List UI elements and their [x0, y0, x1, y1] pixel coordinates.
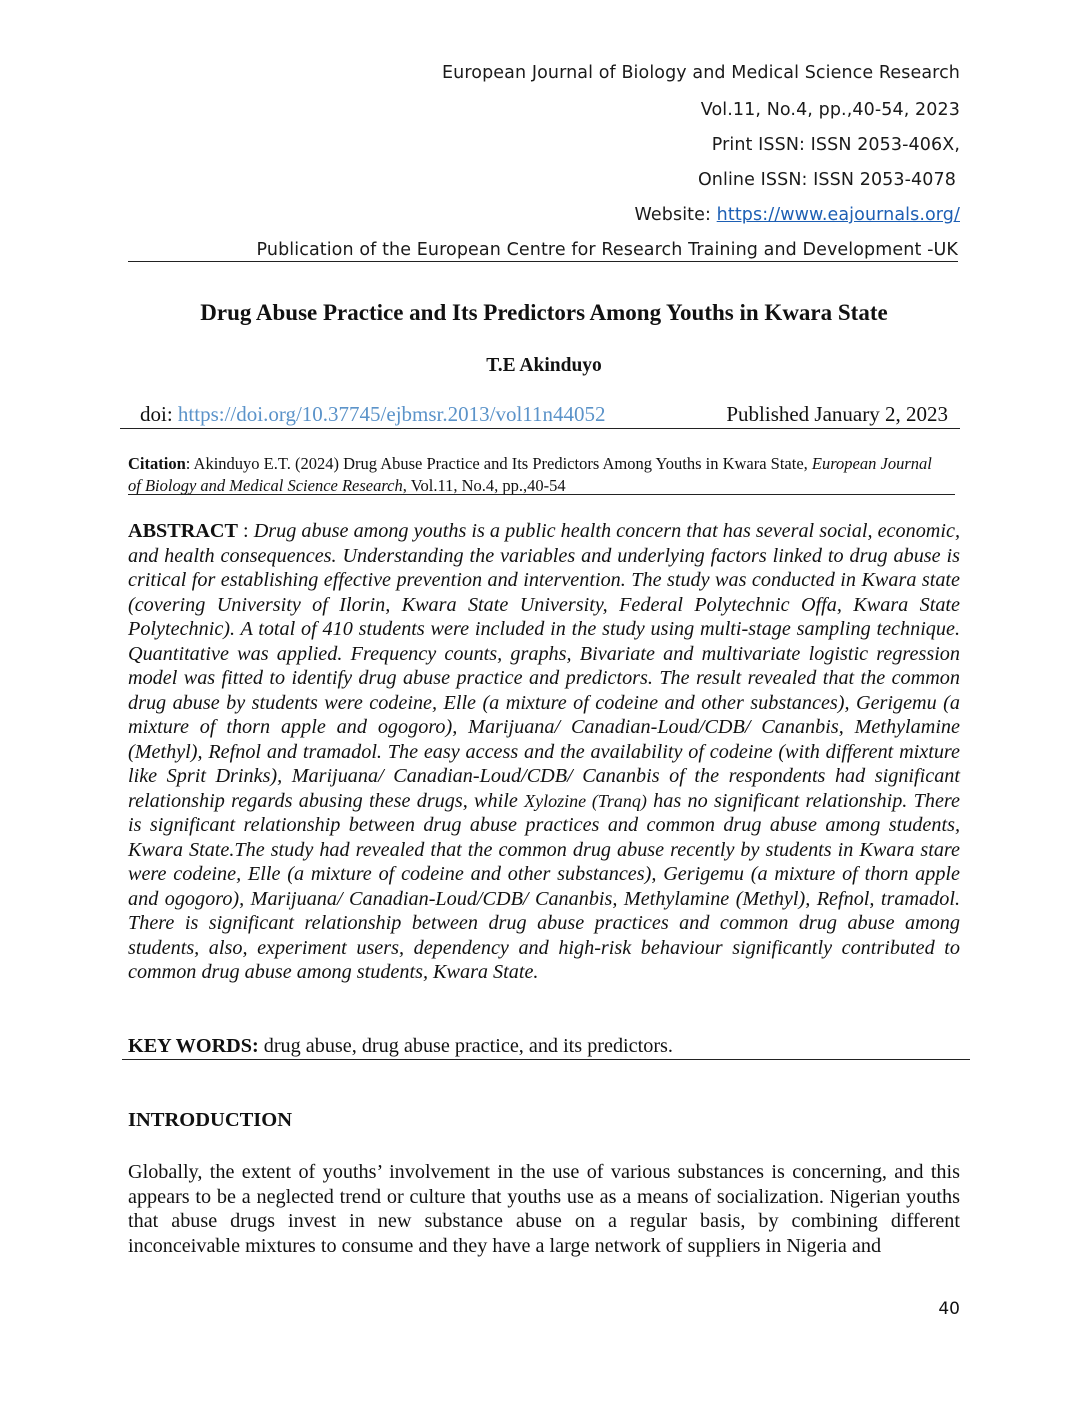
keywords [128, 1035, 960, 1058]
website-line [635, 205, 960, 225]
doi-label: doi: [140, 402, 178, 426]
abstract-sep: : [237, 520, 254, 542]
citation [128, 453, 940, 497]
citation-text: : Akinduyo E.T. (2024) Drug Abuse Practice and Its Predictors Among Youths in Kwara State, [185, 454, 812, 473]
website-link[interactable]: https://www.eajournals.org/ [716, 205, 960, 225]
header-divider [128, 261, 958, 262]
abstract-label: ABSTRACT [128, 520, 238, 542]
publisher-line: Publication of the European Centre for Research Training and Development -UK [256, 240, 958, 260]
doi-divider [120, 428, 960, 429]
volume-info: Vol.11, No.4, pp.,40-54, 2023 [700, 100, 960, 120]
published-date: Published January 2, 2023 [726, 402, 948, 426]
author-name: T.E Akinduyo [486, 355, 602, 376]
keywords-label: KEY WORDS: [128, 1035, 259, 1057]
doi-row [140, 402, 948, 427]
citation-divider [128, 494, 955, 495]
doi-link[interactable]: https://doi.org/10.37745/ejbmsr.2013/vol11n44052 [177, 402, 606, 426]
article-title: Drug Abuse Practice and Its Predictors Among Youths in Kwara State [200, 300, 888, 325]
introduction-heading: INTRODUCTION [128, 1109, 293, 1131]
abstract-text-2: Xylozine (Tranq) [524, 790, 647, 811]
print-issn: Print ISSN: ISSN 2053-406X, [711, 135, 960, 155]
keywords-divider [122, 1059, 970, 1060]
doi-line [140, 402, 606, 427]
introduction-text: Globally, the extent of youths’ involvement in the use of various substances is concerning, and this appears to be a neglected trend or culture that youths use as a means of socialization. Nigerian youths that abuse drugs invest in new substance abuse on a regular basis, by combining different inconceivable mixtures to consume and they have a large network of suppliers in Nigeria and [128, 1161, 960, 1257]
citation-journal: European Journal of Biology and Medical Science Research [128, 454, 932, 495]
citation-end: , Vol.11, No.4, pp.,40-54 [402, 476, 566, 495]
website-label: Website: [634, 205, 717, 225]
journal-name: European Journal of Biology and Medical Science Research [442, 63, 960, 83]
abstract-text-1: Drug abuse among youths is a public health concern that has several social, economic, and health consequences. Understanding the variables and underlying factors linked to drug abuse is critical for establishing effective prevention and intervention. The study was conducted in Kwara state (covering University of Ilorin, Kwara State University, Federal Polytechnic Offa, Kwara State Polytechnic). A total of 410 students were included in the study using multi-stage sampling technique. Quantitative was applied. Frequency counts, graphs, Bivariate and multivariate logistic regression model was fitted to identify drug abuse practice and predictors. The result revealed that the common drug abuse by students were codeine, Elle (a mixture of codeine and other substances), Gerigemu (a mixture of thorn apple and ogogoro), Marijuana/ Canadian-Loud/CDB/ Cananbis, Methylamine (Methyl), Refnol and tramadol. The easy access and the availability of codeine (with different mixture like Sprit Drinks), Marijuana/ Canadian-Loud/CDB/ Cananbis of the respondents had significant relationship regards abusing these drugs, while [128, 520, 960, 812]
abstract-text-3: has no significant relationship. There is significant relationship between drug abuse practices and common drug abuse among students, Kwara State.The study had revealed that the common drug abuse recently by students in Kwara stare were codeine, Elle (a mixture of codeine and other substances), Gerigemu (a mixture of thorn apple and ogogoro), Marijuana/ Canadian-Loud/CDB/ Cananbis, Methylamine (Methyl), Refnol, tramadol. There is significant relationship between drug abuse practices and common drug abuse among students, also, experiment users, dependency and high-risk behaviour significantly contributed to common drug abuse among students, Kwara State. [128, 789, 960, 983]
online-issn: Online ISSN: ISSN 2053-4078 [697, 170, 956, 190]
keywords-text: drug abuse, drug abuse practice, and its predictors. [258, 1035, 673, 1057]
citation-label: Citation [128, 454, 186, 473]
abstract [128, 519, 960, 985]
page-number: 40 [938, 1299, 960, 1319]
